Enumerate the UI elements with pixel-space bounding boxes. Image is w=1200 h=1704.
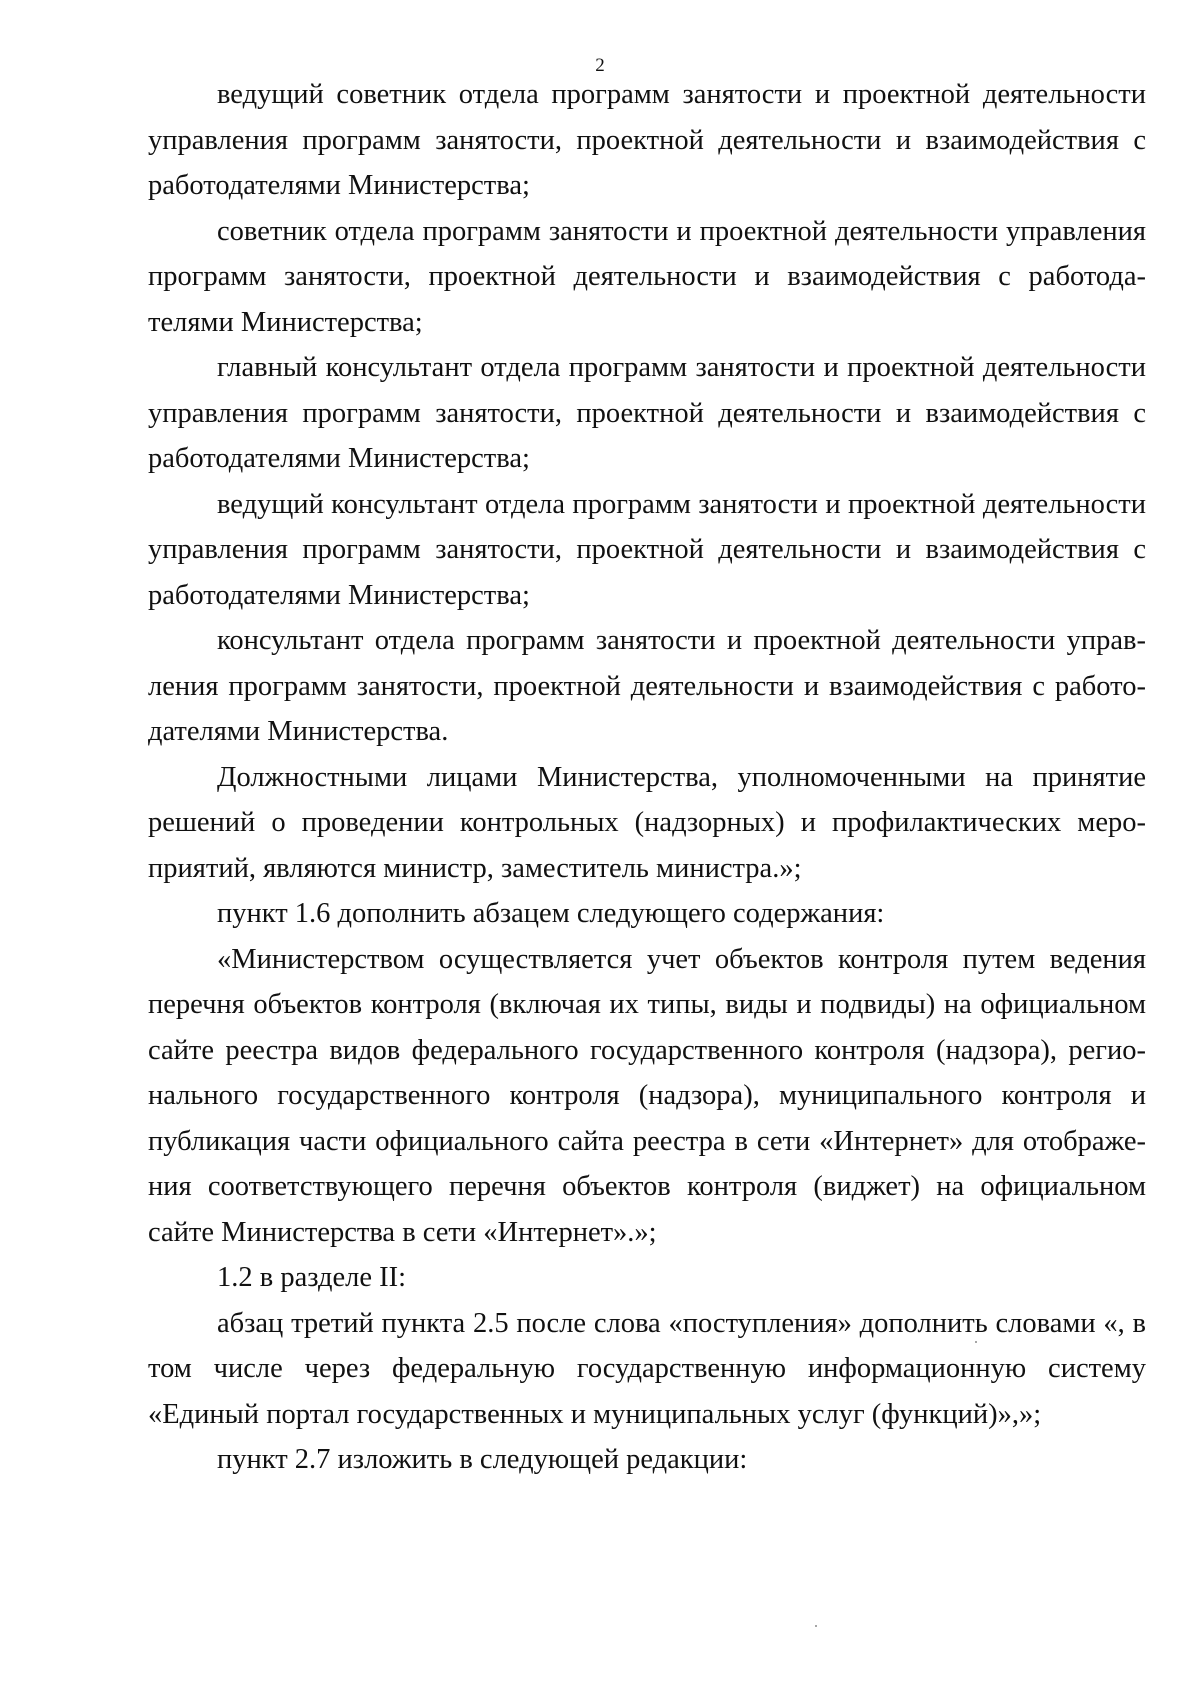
paragraph-3: главный консультант отдела программ занятости и проектной деятельности управления программ занятости, проектной деятельности и взаимодействия с работодателями Министерства;	[148, 352, 1146, 474]
paragraph-8: «Министерством осуществляется учет объектов контроля путем ведения перечня объектов контроля (включая их типы, виды и подвиды) на официальном сайте реестра видов федерального государственного контроля (надзора), регионального государственного контроля (надзора), муниципального контроля и публикация части официального сайта реестра в сети «Интернет» для отображения соответствующего перечня объектов контроля (виджет) на официальном сайте Министерства в сети «Интернет».»;	[148, 943, 1146, 1248]
scan-speck	[975, 1341, 977, 1343]
paragraph-11: пункт 2.7 изложить в следующей редакции:	[217, 1444, 748, 1475]
paragraph-7: пункт 1.6 дополнить абзацем следующего содержания:	[217, 898, 885, 929]
paragraph-4: ведущий консультант отдела программ занятости и проектной деятельности управления программ занятости, проектной деятельности и взаимодействия с работодателями Министерства;	[148, 488, 1146, 611]
paragraph-6: Должностными лицами Министерства, уполномоченными на принятие решений о проведении контрольных (надзорных) и профилактических мероприятий, являются министр, заместитель министра.»;	[148, 761, 1146, 884]
document-body	[148, 72, 1146, 1483]
page-number: 2	[595, 55, 605, 76]
paragraph-1: ведущий советник отдела программ занятости и проектной деятельности управления программ занятости, проектной деятельности и взаимодействия с работодателями Министерства;	[148, 79, 1146, 201]
paragraph-2: советник отдела программ занятости и проектной деятельности управления программ занятости, проектной деятельности и взаимодействия с работодателями Министерства;	[148, 215, 1146, 338]
paragraph-10: абзац третий пункта 2.5 после слова «поступления» дополнить словами «, в том числе через федеральную государственную информационную систему «Единый портал государственных и муниципальных услуг (функций)»,»;	[148, 1307, 1146, 1430]
paragraph-9: 1.2 в разделе II:	[217, 1262, 407, 1293]
paragraph-5: консультант отдела программ занятости и проектной деятельности управления программ занятости, проектной деятельности и взаимодействия с работодателями Министерства.	[148, 625, 1146, 747]
scan-speck	[815, 1625, 817, 1627]
